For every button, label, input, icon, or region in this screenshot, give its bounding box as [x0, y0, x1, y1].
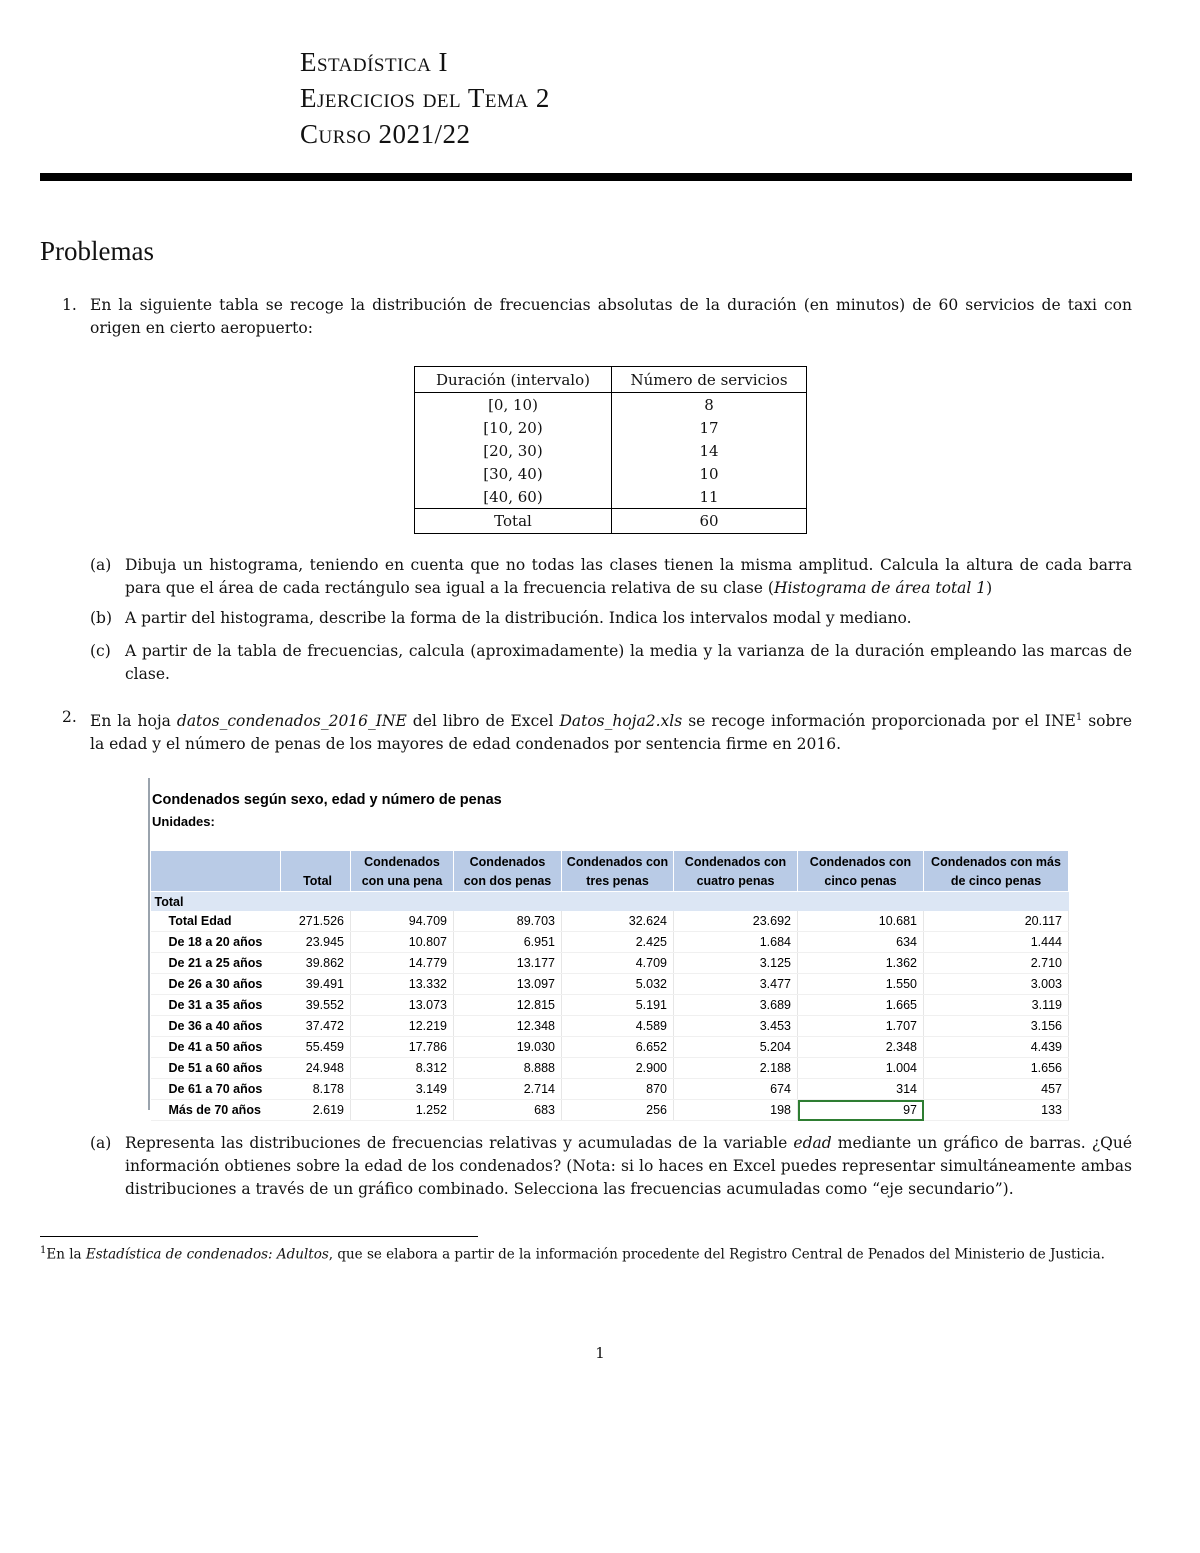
- problem-1-text: En la siguiente tabla se recoge la distribución de frecuencias absolutas de la duración (en minutos) de 60 servicios de taxi con origen en cierto aeropuerto:: [90, 296, 1132, 337]
- age-group-cell: De 51 a 60 años: [151, 1058, 281, 1079]
- item-label: (b): [90, 609, 113, 627]
- table-row: [151, 1058, 1069, 1079]
- problem-1b: [90, 607, 1132, 630]
- value-cell[interactable]: 674: [674, 1079, 798, 1100]
- value-cell[interactable]: 1.550: [798, 974, 924, 995]
- value-cell[interactable]: 1.252: [351, 1100, 454, 1121]
- value-cell[interactable]: 20.117: [924, 911, 1069, 932]
- count-cell: 11: [612, 485, 807, 509]
- value-cell[interactable]: 271.526: [281, 911, 351, 932]
- problem-1-number: 1.: [62, 296, 77, 314]
- value-cell[interactable]: 12.219: [351, 1016, 454, 1037]
- value-cell[interactable]: 2.619: [281, 1100, 351, 1121]
- count-cell: 10: [612, 462, 807, 485]
- value-cell[interactable]: 2.714: [454, 1079, 562, 1100]
- blank-cell: [281, 892, 351, 912]
- exercise-title: Ejercicios del Tema 2: [300, 83, 550, 113]
- value-cell[interactable]: 19.030: [454, 1037, 562, 1058]
- emphasis-text: Estadística de condenados: Adultos: [85, 1246, 329, 1263]
- value-cell[interactable]: 1.665: [798, 995, 924, 1016]
- header-three-penalties: Condenados con tres penas: [562, 851, 674, 892]
- value-cell[interactable]: 3.003: [924, 974, 1069, 995]
- text-run: En la hoja: [90, 712, 177, 731]
- value-cell[interactable]: 5.204: [674, 1037, 798, 1058]
- header-more-penalties: Condenados con más de cinco penas: [924, 851, 1069, 892]
- table-row: [151, 1037, 1069, 1058]
- value-cell[interactable]: 13.097: [454, 974, 562, 995]
- value-cell[interactable]: 2.348: [798, 1037, 924, 1058]
- age-group-cell: De 31 a 35 años: [151, 995, 281, 1016]
- table-row: [151, 995, 1069, 1016]
- text-run: del libro de Excel: [406, 712, 560, 731]
- table-row: [415, 439, 807, 462]
- table-row: [151, 1100, 1069, 1121]
- value-cell[interactable]: 24.948: [281, 1058, 351, 1079]
- age-group-cell: De 21 a 25 años: [151, 953, 281, 974]
- sheet-name: datos_condenados_2016_INE: [176, 712, 407, 731]
- excel-title: Condenados según sexo, edad y número de penas: [152, 792, 502, 808]
- item-label: (a): [90, 1134, 112, 1152]
- text-run: En la: [46, 1246, 86, 1263]
- value-cell[interactable]: 3.156: [924, 1016, 1069, 1037]
- age-group-cell: De 41 a 50 años: [151, 1037, 281, 1058]
- value-cell[interactable]: 39.862: [281, 953, 351, 974]
- value-cell[interactable]: 1.684: [674, 932, 798, 953]
- item-label: (a): [90, 556, 112, 574]
- value-cell[interactable]: 457: [924, 1079, 1069, 1100]
- interval-cell: [10, 20): [415, 416, 612, 439]
- table-row: [415, 416, 807, 439]
- value-cell[interactable]: 3.149: [351, 1079, 454, 1100]
- item-text: A partir del histograma, describe la forma de la distribución. Indica los intervalos modal y mediano.: [125, 609, 912, 627]
- value-cell[interactable]: 1.707: [798, 1016, 924, 1037]
- total-label: Total: [415, 509, 612, 534]
- value-cell[interactable]: 32.624: [562, 911, 674, 932]
- value-cell[interactable]: 39.552: [281, 995, 351, 1016]
- value-cell[interactable]: 97: [798, 1100, 924, 1121]
- value-cell[interactable]: 634: [798, 932, 924, 953]
- item-text: [125, 554, 1132, 600]
- problem-2-number: 2.: [62, 708, 77, 726]
- value-cell[interactable]: 198: [674, 1100, 798, 1121]
- value-cell[interactable]: 13.073: [351, 995, 454, 1016]
- total-group-label: Total: [151, 892, 281, 912]
- problem-2-text: [90, 706, 1132, 756]
- blank-cell: [674, 892, 798, 912]
- table-row: [151, 1016, 1069, 1037]
- header-rule: [40, 173, 1132, 181]
- age-group-cell: De 26 a 30 años: [151, 974, 281, 995]
- text-run: ): [986, 579, 993, 597]
- table-row: [151, 911, 1069, 932]
- value-cell[interactable]: 2.188: [674, 1058, 798, 1079]
- value-cell[interactable]: 8.888: [454, 1058, 562, 1079]
- footnote: [40, 1241, 1132, 1265]
- blank-cell: [562, 892, 674, 912]
- text-run: se recoge información proporcionada por el INE: [682, 712, 1076, 731]
- interval-cell: [40, 60): [415, 485, 612, 509]
- value-cell[interactable]: 1.444: [924, 932, 1069, 953]
- footnote-mark: 1: [40, 1245, 47, 1256]
- value-cell[interactable]: 6.951: [454, 932, 562, 953]
- value-cell[interactable]: 55.459: [281, 1037, 351, 1058]
- age-group-cell: De 18 a 20 años: [151, 932, 281, 953]
- value-cell[interactable]: 2.425: [562, 932, 674, 953]
- value-cell[interactable]: 23.945: [281, 932, 351, 953]
- value-cell[interactable]: 870: [562, 1079, 674, 1100]
- value-cell[interactable]: 3.125: [674, 953, 798, 974]
- value-cell[interactable]: 10.681: [798, 911, 924, 932]
- blank-cell: [798, 892, 924, 912]
- header-two-penalties: Condenados con dos penas: [454, 851, 562, 892]
- value-cell[interactable]: 683: [454, 1100, 562, 1121]
- header-total: Total: [281, 851, 351, 892]
- value-cell[interactable]: 3.119: [924, 995, 1069, 1016]
- section-title: Problemas: [40, 236, 154, 266]
- course-year: Curso 2021/22: [300, 119, 471, 149]
- page-number: 1: [595, 1344, 605, 1362]
- value-cell[interactable]: 256: [562, 1100, 674, 1121]
- problem-1c: [90, 640, 1132, 686]
- value-cell[interactable]: 3.453: [674, 1016, 798, 1037]
- value-cell[interactable]: 8.312: [351, 1058, 454, 1079]
- value-cell[interactable]: 314: [798, 1079, 924, 1100]
- value-cell[interactable]: 3.689: [674, 995, 798, 1016]
- value-cell[interactable]: 94.709: [351, 911, 454, 932]
- table-row: [151, 1079, 1069, 1100]
- document-header: [300, 44, 550, 152]
- total-row: [415, 509, 807, 534]
- course-title: Estadística I: [300, 47, 449, 77]
- text-run: Dibuja un histograma, teniendo en cuenta que no todas las clases tienen la misma amplitud. Calcula la altura de cada barra para que el área de cada rectángulo sea igual a la frecuencia relativa de su clase (: [125, 556, 1132, 597]
- value-cell[interactable]: 1.004: [798, 1058, 924, 1079]
- footnote-mark: 1: [1075, 712, 1083, 723]
- value-cell[interactable]: 37.472: [281, 1016, 351, 1037]
- text-run: mediante un gráfico de barras. ¿Qué información obtienes sobre la edad de los condenados? (Nota: si lo haces en Excel puedes representar simultáneamente ambas distribuciones a través de un gráfico combinado. Selecciona las frecuencias acumuladas como “eje secundario”).: [125, 1134, 1132, 1198]
- table-row: [151, 932, 1069, 953]
- value-cell[interactable]: 2.900: [562, 1058, 674, 1079]
- value-cell[interactable]: 4.589: [562, 1016, 674, 1037]
- blank-cell: [454, 892, 562, 912]
- value-cell[interactable]: 1.362: [798, 953, 924, 974]
- count-cell: 17: [612, 416, 807, 439]
- header-one-penalty: Condenados con una pena: [351, 851, 454, 892]
- problem-1a: [90, 554, 1132, 600]
- item-text: A partir de la tabla de frecuencias, calcula (aproximadamente) la media y la varianza de la duración empleando las marcas de clase.: [125, 642, 1132, 683]
- table-row: [415, 393, 807, 417]
- value-cell[interactable]: 1.656: [924, 1058, 1069, 1079]
- emphasis-text: Histograma de área total 1: [773, 579, 987, 597]
- value-cell[interactable]: 89.703: [454, 911, 562, 932]
- corner-header: [151, 851, 281, 892]
- excel-units: Unidades:: [152, 814, 215, 829]
- table-row: [415, 462, 807, 485]
- count-cell: 14: [612, 439, 807, 462]
- value-cell[interactable]: 4.439: [924, 1037, 1069, 1058]
- problem-2a: [90, 1132, 1132, 1224]
- value-cell[interactable]: 17.786: [351, 1037, 454, 1058]
- value-cell[interactable]: 23.692: [674, 911, 798, 932]
- excel-screenshot: [148, 778, 1072, 1117]
- age-group-cell: De 36 a 40 años: [151, 1016, 281, 1037]
- table-row: [151, 974, 1069, 995]
- value-cell[interactable]: 3.477: [674, 974, 798, 995]
- col-count-header: Número de servicios: [612, 367, 807, 393]
- value-cell[interactable]: 5.032: [562, 974, 674, 995]
- col-duration-header: Duración (intervalo): [415, 367, 612, 393]
- blank-cell: [351, 892, 454, 912]
- item-text: [125, 1132, 1132, 1201]
- file-name: Datos_hoja2.xls: [559, 712, 683, 731]
- table-row: [415, 485, 807, 509]
- value-cell[interactable]: 4.709: [562, 953, 674, 974]
- item-label: (c): [90, 642, 111, 660]
- text-run: sobre la edad y el número de penas de los mayores de edad condenados por sentencia firme en 2016.: [90, 712, 1133, 754]
- value-cell[interactable]: 12.815: [454, 995, 562, 1016]
- value-cell[interactable]: 6.652: [562, 1037, 674, 1058]
- frequency-table: [414, 366, 807, 534]
- text-run: Representa las distribuciones de frecuencias relativas y acumuladas de la variable: [125, 1134, 794, 1152]
- value-cell[interactable]: 12.348: [454, 1016, 562, 1037]
- value-cell[interactable]: 2.710: [924, 953, 1069, 974]
- value-cell[interactable]: 5.191: [562, 995, 674, 1016]
- text-run: , que se elabora a partir de la información procedente del Registro Central de Penados del Ministerio de Justicia.: [328, 1246, 1105, 1263]
- interval-cell: [0, 10): [415, 393, 612, 417]
- total-value: 60: [612, 509, 807, 534]
- header-four-penalties: Condenados con cuatro penas: [674, 851, 798, 892]
- value-cell[interactable]: 10.807: [351, 932, 454, 953]
- value-cell[interactable]: 13.332: [351, 974, 454, 995]
- value-cell[interactable]: 39.491: [281, 974, 351, 995]
- interval-cell: [20, 30): [415, 439, 612, 462]
- count-cell: 8: [612, 393, 807, 417]
- blank-cell: [924, 892, 1069, 912]
- value-cell[interactable]: 133: [924, 1100, 1069, 1121]
- interval-cell: [30, 40): [415, 462, 612, 485]
- table-row: [151, 953, 1069, 974]
- age-group-cell: De 61 a 70 años: [151, 1079, 281, 1100]
- value-cell[interactable]: 14.779: [351, 953, 454, 974]
- convicts-table: [150, 850, 1069, 1121]
- footnote-rule: [40, 1236, 478, 1237]
- emphasis-text: edad: [793, 1134, 832, 1152]
- value-cell[interactable]: 8.178: [281, 1079, 351, 1100]
- header-five-penalties: Condenados con cinco penas: [798, 851, 924, 892]
- value-cell[interactable]: 13.177: [454, 953, 562, 974]
- age-group-cell: Total Edad: [151, 911, 281, 932]
- age-group-cell: Más de 70 años: [151, 1100, 281, 1121]
